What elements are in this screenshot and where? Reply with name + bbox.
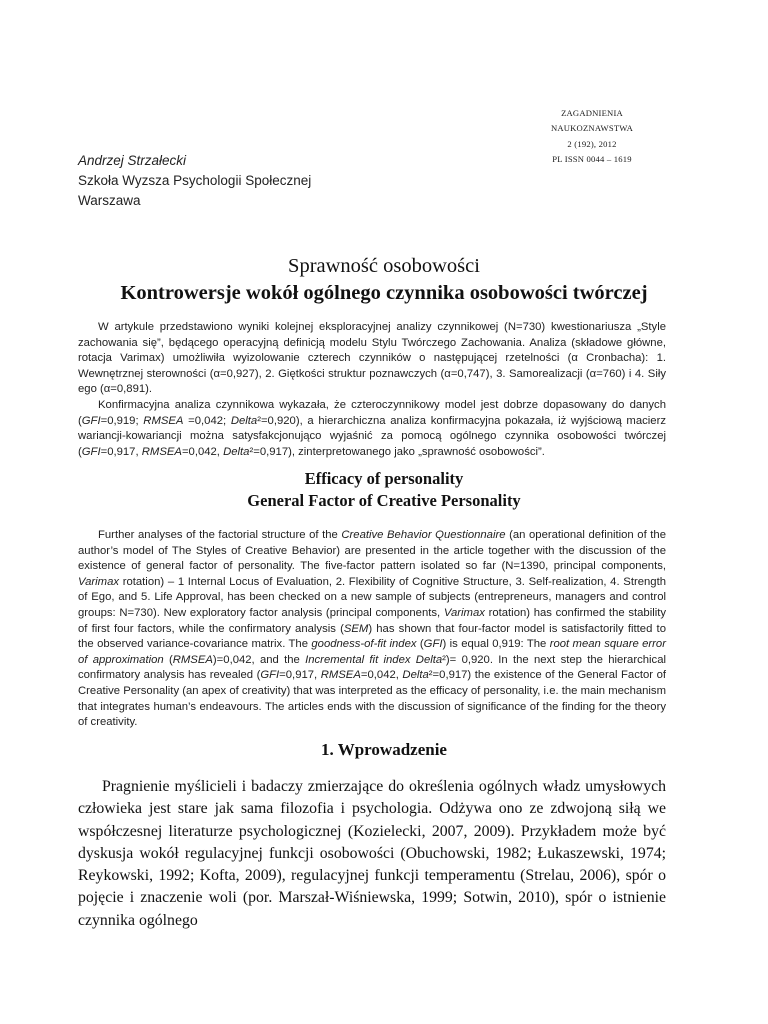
term-gfi: GFI <box>260 669 280 682</box>
journal-name-line2: NAUKOZNAWSTWA <box>550 123 634 134</box>
text-span: =0,042, <box>181 445 224 458</box>
text-span: ²)= 0,920. In the next step the hierarchical confirmatory analysis has revealed ( <box>78 653 666 682</box>
text-span: ( <box>416 638 424 651</box>
text-span: rotation) – 1 Internal Locus of Evaluation, 2. Flexibility of Cognitive Structure, 3. Self-realization, 4. Strength of Ego, and 5. Life Approval, has been checked on a new sample of subjects (entrepreneurs, managers and control groups: N=730). New exploratory factor analysis (principal components, <box>78 575 666 619</box>
term-cbq: Creative Behavior Questionnaire <box>341 529 506 541</box>
term-rmsea: RMSEA <box>141 445 182 458</box>
title-polish-line1: Sprawność osobowości <box>288 255 480 277</box>
term-delta: Delta <box>402 669 429 682</box>
author-city: Warszawa <box>78 193 141 208</box>
text-span: ) has shown that four-factor model is satisfactorily fitted to the observed variance-covariance matrix. The <box>78 622 666 651</box>
text-span: )=0,042, and the <box>212 653 306 666</box>
term-rmsea: RMSEA <box>320 669 361 682</box>
text-span: =0,919; <box>100 414 144 427</box>
text-span: ²=0,920), a hierarchiczna analiza konfirmacyjna pokazała, iż wyjściową macierz wariancji-kowariancji można satysfakcjonująco wyjaśnić za pomocą ogólnego czynnika osobowości twórczej ( <box>78 414 666 458</box>
journal-issn: PL ISSN 0044 – 1619 <box>552 154 632 165</box>
term-delta: Delta <box>230 414 258 427</box>
author-name: Andrzej Strzałecki <box>78 153 187 168</box>
text-span: rotation) has confirmed the stability of first four factors, while the confirmatory analysis ( <box>78 606 667 635</box>
author-block <box>78 151 311 211</box>
text-span: ) is equal 0,919: The <box>442 638 550 651</box>
abstract-polish <box>78 320 666 460</box>
journal-issue: 2 (192), 2012 <box>567 138 617 149</box>
text-span: =0,917, <box>279 669 321 682</box>
body-text <box>78 776 666 932</box>
abstract-polish-paragraph-2 <box>78 398 666 460</box>
term-rmsea-full: root mean square error of approximation <box>78 638 666 666</box>
term-gof: goodness-of-fit index <box>311 638 417 651</box>
term-gfi: GFI <box>81 445 101 458</box>
term-rmsea: RMSEA <box>172 653 213 666</box>
abstract-polish-paragraph-1: W artykule przedstawiono wyniki kolejnej eksploracyjnej analizy czynnikowej (N=730) kwestionariusza „Style zachowania się”, będącego operacyjną definicją modelu Stylu Twórczego Zachowania. Analiza (składowe główne, rotacja Varimax) umożliwiła wyizolowanie czterech czynników o następującej rzetelności (α Cronbacha): 1. Wewnętrznej sterowności (α=0,927), 2. Giętkości struktur poznawczych (α=0,747), 3. Samorealizacji (α=760) i 4. Siły ego (α=0,891). <box>78 321 666 396</box>
text-span: ( <box>163 653 173 666</box>
text-span: =0,042, <box>360 669 403 682</box>
article-title-polish <box>0 253 768 307</box>
journal-header <box>522 106 662 168</box>
term-ifi: Incremental fit index Delta <box>305 653 443 666</box>
term-sem: SEM <box>343 622 369 635</box>
text-span: =0,042; <box>183 414 231 427</box>
section-heading: 1. Wprowadzenie <box>321 740 447 759</box>
text-span: (an operational definition of the author’s model of The Styles of Creative Behavior) are presented in the article together with the discussion of the existence of general factor of personality. The five-factor pattern isolated so far (N=1390, principal components, <box>78 529 666 573</box>
term-varimax: Varimax <box>78 575 120 588</box>
journal-name-line1: ZAGADNIENIA <box>561 108 623 118</box>
author-institution: Szkoła Wyzsza Psychologii Społecznej <box>78 173 312 188</box>
abstract-english-paragraph <box>78 528 666 731</box>
term-gfi: GFI <box>81 414 101 427</box>
term-delta: Delta <box>223 445 250 458</box>
abstract-english <box>78 528 666 731</box>
text-span: Konfirmacyjna analiza czynnikowa wykazała, że czteroczynnikowy model jest dobrze dopasowany do danych ( <box>78 398 666 427</box>
term-varimax: Varimax <box>443 606 485 619</box>
title-english-line1: Efficacy of personality <box>304 469 464 488</box>
term-gfi: GFI <box>423 638 443 651</box>
text-span: ²=0,917), zinterpretowanego jako „sprawność osobowości”. <box>249 445 545 458</box>
text-span: ²=0,917) the existence of the General Factor of Creative Personality (an apex of creativity) that was interpreted as the efficacy of personality, i.e. the main mechanism that integrates human’s endeavours. The articles ends with the discussion of significance of the finding for the theory of creativity. <box>78 669 666 729</box>
body-paragraph-1: Pragnienie myślicieli i badaczy zmierzające do określenia ogólnych władz umysłowych człowieka jest stare jak sama filozofia i psychologia. Odżywa ono ze zdwojoną siłą we współczesnej literaturze psychologicznej (Kozielecki, 2007, 2009). Przykładem może być dyskusja wokół regulacyjnej funkcji osobowości (Obuchowski, 1982; Łukaszewski, 1974; Reykowski, 1992; Kofta, 2009), regulacyjnej funkcji temperamentu (Strelau, 2006), spór o pojęcie i znaczenie woli (por. Marszał-Wiśniewska, 1999; Sotwin, 2010), spór o istnienie czynnika ogólnego <box>78 778 666 929</box>
title-polish-line2: Kontrowersje wokół ogólnego czynnika osobowości twórczej <box>120 282 648 304</box>
term-rmsea: RMSEA <box>143 414 184 427</box>
text-span: Further analyses of the factorial structure of the <box>98 529 342 541</box>
article-title-english <box>0 468 768 512</box>
text-span: =0,917, <box>100 445 142 458</box>
title-english-line2: General Factor of Creative Personality <box>247 491 521 510</box>
